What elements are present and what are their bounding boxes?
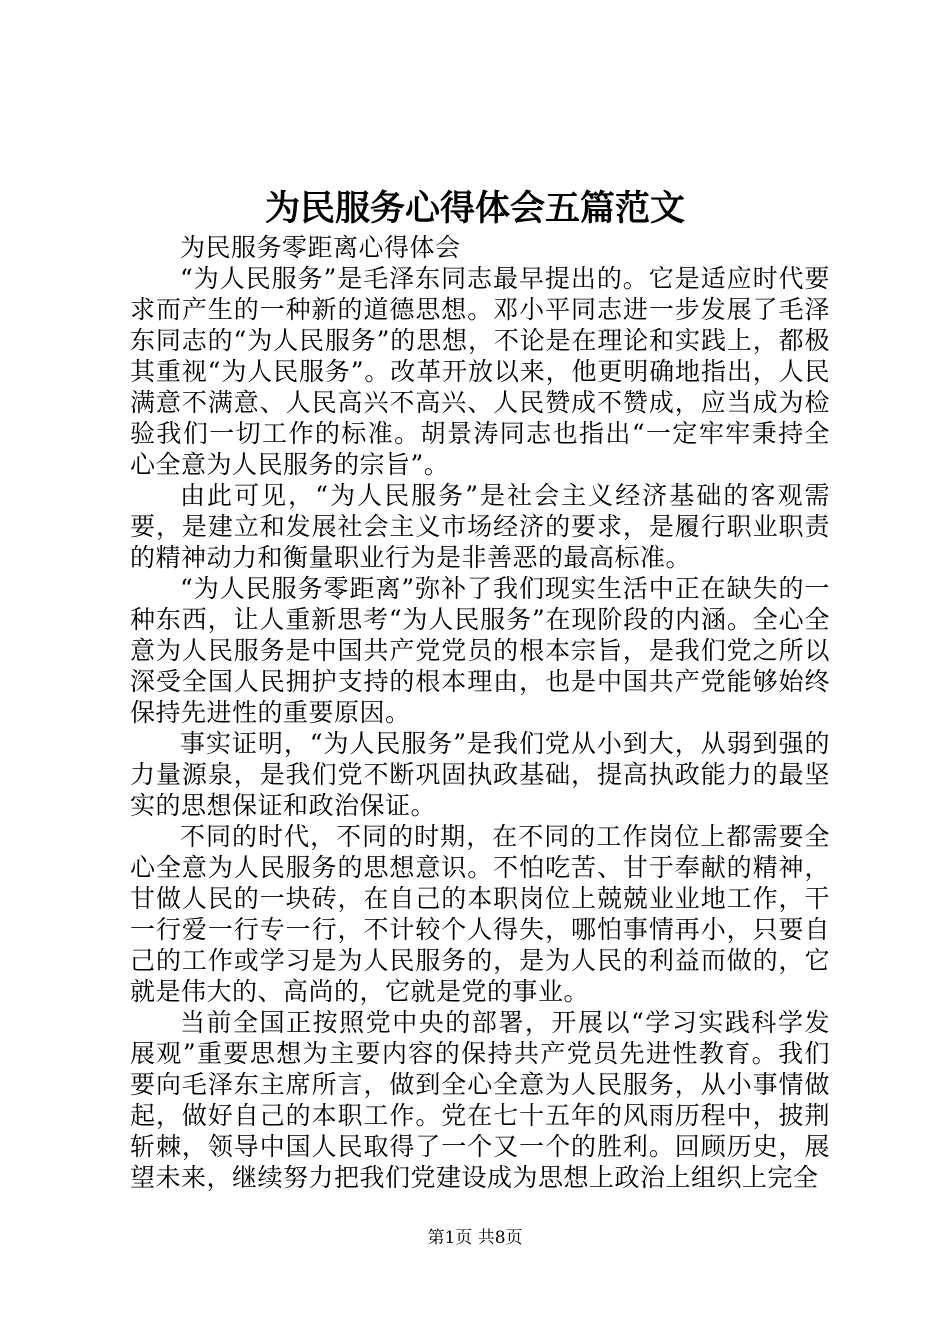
body-paragraph: “为人民服务零距离”弥补了我们现实生活中正在缺失的一种东西，让人重新思考“为人民服务”在现阶段的内涵。全心全意为人民服务是中国共产党党员的根本宗旨，是我们党之所以深受全国人民拥护支持的根本理由，也是中国共产党能够始终保持先进性的重要原因。: [130, 574, 830, 727]
body-paragraph: 事实证明，“为人民服务”是我们党从小到大，从弱到强的力量源泉，是我们党不断巩固执政基础，提高执政能力的最坚实的思想保证和政治保证。: [130, 729, 830, 820]
body-paragraph: 不同的时代，不同的时期，在不同的工作岗位上都需要全心全意为人民服务的思想意识。不怕吃苦、甘于奉献的精神，甘做人民的一块砖，在自己的本职岗位上兢兢业业地工作，干一行爱一行专一行，不计较个人得失，哪怕事情再小，只要自己的工作或学习是为人民服务的，是为人民的利益而做的，它就是伟大的、高尚的，它就是党的事业。: [130, 822, 830, 1006]
document-subtitle: 为民服务零距离心得体会: [180, 233, 461, 262]
document-body: [130, 232, 830, 1193]
body-paragraph: 当前全国正按照党中央的部署，开展以“学习实践科学发展观”重要思想为主要内容的保持共产党员先进性教育。我们要向毛泽东主席所言，做到全心全意为人民服务，从小事情做起，做好自己的本职工作。党在七十五年的风雨历程中，披荆斩棘，领导中国人民取得了一个又一个的胜利。回顾历史，展望未来，继续努力把我们党建设成为思想上政治上组织上完全: [130, 1008, 830, 1192]
page-footer: 第1页 共8页: [427, 1228, 523, 1248]
document-title: 为民服务心得体会五篇范文: [264, 188, 685, 229]
body-paragraph: 由此可见，“为人民服务”是社会主义经济基础的客观需要，是建立和发展社会主义市场经济的要求，是履行职业职责的精神动力和衡量职业行为是非善恶的最高标准。: [130, 481, 830, 572]
body-paragraph: “为人民服务”是毛泽东同志最早提出的。它是适应时代要求而产生的一种新的道德思想。邓小平同志进一步发展了毛泽东同志的“为人民服务”的思想，不论是在理论和实践上，都极其重视“为人民服务”。改革开放以来，他更明确地指出，人民满意不满意、人民高兴不高兴、人民赞成不赞成，应当成为检验我们一切工作的标准。胡景涛同志也指出“一定牢牢秉持全心全意为人民服务的宗旨”。: [130, 264, 830, 479]
